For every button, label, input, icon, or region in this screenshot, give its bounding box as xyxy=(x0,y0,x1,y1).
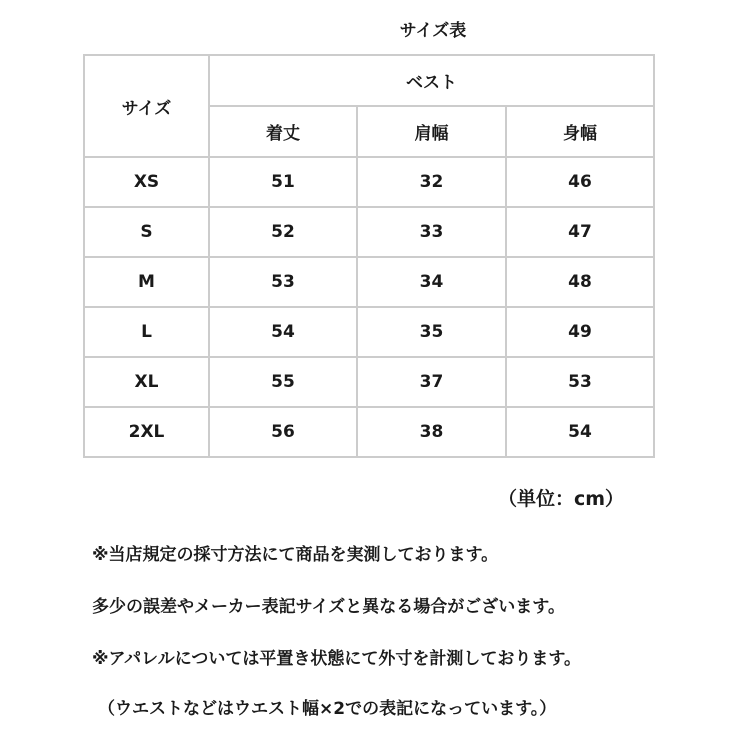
size-column-header: サイズ xyxy=(84,55,209,157)
size-label: L xyxy=(84,307,209,357)
note-size-difference: 多少の誤差やメーカー表記サイズと異なる場合がございます。 xyxy=(92,597,565,617)
size-label: M xyxy=(84,257,209,307)
chest-value: 46 xyxy=(506,157,654,207)
size-label: S xyxy=(84,207,209,257)
shoulder-value: 32 xyxy=(357,157,506,207)
column-header-length: 着丈 xyxy=(209,106,357,157)
length-value: 51 xyxy=(209,157,357,207)
size-label: XS xyxy=(84,157,209,207)
chest-value: 54 xyxy=(506,407,654,457)
note-waist-notation: （ウエストなどはウエスト幅×2での表記になっています。） xyxy=(98,699,557,719)
length-value: 55 xyxy=(209,357,357,407)
size-table xyxy=(83,54,655,458)
table-header-row xyxy=(84,55,654,106)
size-chart-title: サイズ表 xyxy=(399,21,467,41)
vest-group-header: ベスト xyxy=(209,55,654,106)
chest-value: 47 xyxy=(506,207,654,257)
table-row xyxy=(84,307,654,357)
column-header-chest: 身幅 xyxy=(506,106,654,157)
length-value: 54 xyxy=(209,307,357,357)
table-row xyxy=(84,257,654,307)
shoulder-value: 33 xyxy=(357,207,506,257)
table-row xyxy=(84,207,654,257)
size-label: 2XL xyxy=(84,407,209,457)
table-row xyxy=(84,357,654,407)
chest-value: 48 xyxy=(506,257,654,307)
length-value: 52 xyxy=(209,207,357,257)
shoulder-value: 35 xyxy=(357,307,506,357)
length-value: 56 xyxy=(209,407,357,457)
chest-value: 53 xyxy=(506,357,654,407)
table-row xyxy=(84,157,654,207)
note-measurement-method: ※当店規定の採寸方法にて商品を実測しております。 xyxy=(92,545,499,565)
note-flat-measurement: ※アパレルについては平置き状態にて外寸を計測しております。 xyxy=(92,649,582,669)
chest-value: 49 xyxy=(506,307,654,357)
unit-label: （単位：cm） xyxy=(498,488,625,510)
table-row xyxy=(84,407,654,457)
shoulder-value: 38 xyxy=(357,407,506,457)
length-value: 53 xyxy=(209,257,357,307)
shoulder-value: 37 xyxy=(357,357,506,407)
column-header-shoulder: 肩幅 xyxy=(357,106,506,157)
shoulder-value: 34 xyxy=(357,257,506,307)
size-label: XL xyxy=(84,357,209,407)
